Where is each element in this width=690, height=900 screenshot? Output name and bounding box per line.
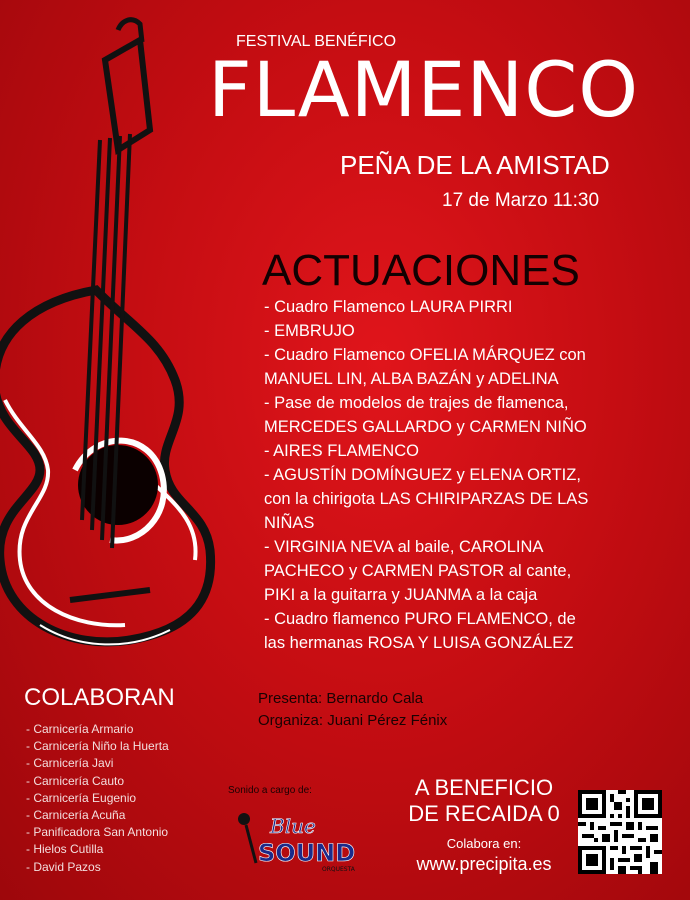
list-item: - Cuadro Flamenco LAURA PIRRI [264, 298, 513, 316]
list-item: - Carnicería Armario [26, 722, 134, 736]
organiza-text: Organiza: Juani Pérez Fénix [258, 712, 448, 729]
festival-label: FESTIVAL BENÉFICO [236, 33, 397, 50]
list-item: - EMBRUJO [264, 322, 355, 340]
website-link[interactable]: www.precipita.es [416, 854, 552, 874]
list-item: - Carnicería Javi [26, 756, 114, 771]
list-item: MANUEL LIN, ALBA BAZÁN y ADELINA [264, 370, 559, 388]
beneficio-text [394, 775, 574, 827]
blue-sound-logo [230, 805, 360, 875]
list-item: NIÑAS [264, 514, 315, 532]
list-item: - AIRES FLAMENCO [264, 442, 419, 460]
logo-top-text: Blue [270, 814, 316, 838]
logo-sub-text: ORQUESTA [322, 866, 355, 873]
list-item: - Carnicería Cauto [26, 773, 125, 788]
list-item: las hermanas ROSA Y LUISA GONZÁLEZ [264, 634, 574, 652]
microphone-icon [238, 813, 256, 863]
page-title: FLAMENCO [208, 45, 640, 134]
list-item: - Carnicería Niño la Huerta [26, 739, 169, 754]
list-item: PACHECO y CARMEN PASTOR al cante, [264, 562, 572, 580]
list-item: - Carnicería Acuña [26, 808, 126, 823]
actuaciones-list [264, 295, 684, 655]
logo-main-text: SOUND [258, 839, 356, 867]
sponsor-list [26, 721, 169, 876]
actuaciones-heading: ACTUACIONES [262, 246, 580, 295]
sonido-label: Sonido a cargo de: [228, 785, 312, 796]
list-item: - Carnicería Eugenio [26, 790, 137, 805]
list-item: - VIRGINIA NEVA al baile, CAROLINA [264, 538, 544, 556]
beneficio-line-1: A BENEFICIO [414, 775, 554, 800]
event-date: 17 de Marzo 11:30 [442, 190, 600, 211]
list-item: - Pase de modelos de trajes de flamenca, [264, 394, 569, 412]
list-item: - Cuadro Flamenco OFELIA MÁRQUEZ con [264, 346, 586, 364]
credits-block [258, 688, 447, 732]
beneficio-line-2: DE RECAIDA 0 [408, 801, 560, 826]
list-item: - Cuadro flamenco PURO FLAMENCO, de [264, 610, 576, 628]
presenta-text: Presenta: Bernardo Cala [258, 690, 424, 707]
colaboran-heading: COLABORAN [24, 684, 175, 711]
list-item: - AGUSTÍN DOMÍNGUEZ y ELENA ORTIZ, [264, 466, 581, 484]
list-item: - Hielos Cutilla [26, 842, 104, 857]
list-item: - Panificadora San Antonio [26, 825, 169, 840]
list-item: con la chirigota LAS CHIRIPARZAS DE LAS [264, 490, 589, 508]
venue-name: PEÑA DE LA AMISTAD [340, 150, 610, 180]
list-item: MERCEDES GALLARDO y CARMEN NIÑO [264, 418, 587, 436]
list-item: PIKI a la guitarra y JUANMA a la caja [264, 586, 538, 604]
qr-code[interactable] [578, 790, 662, 874]
colabora-label: Colabora en: [446, 836, 522, 851]
list-item: - David Pazos [26, 859, 101, 874]
